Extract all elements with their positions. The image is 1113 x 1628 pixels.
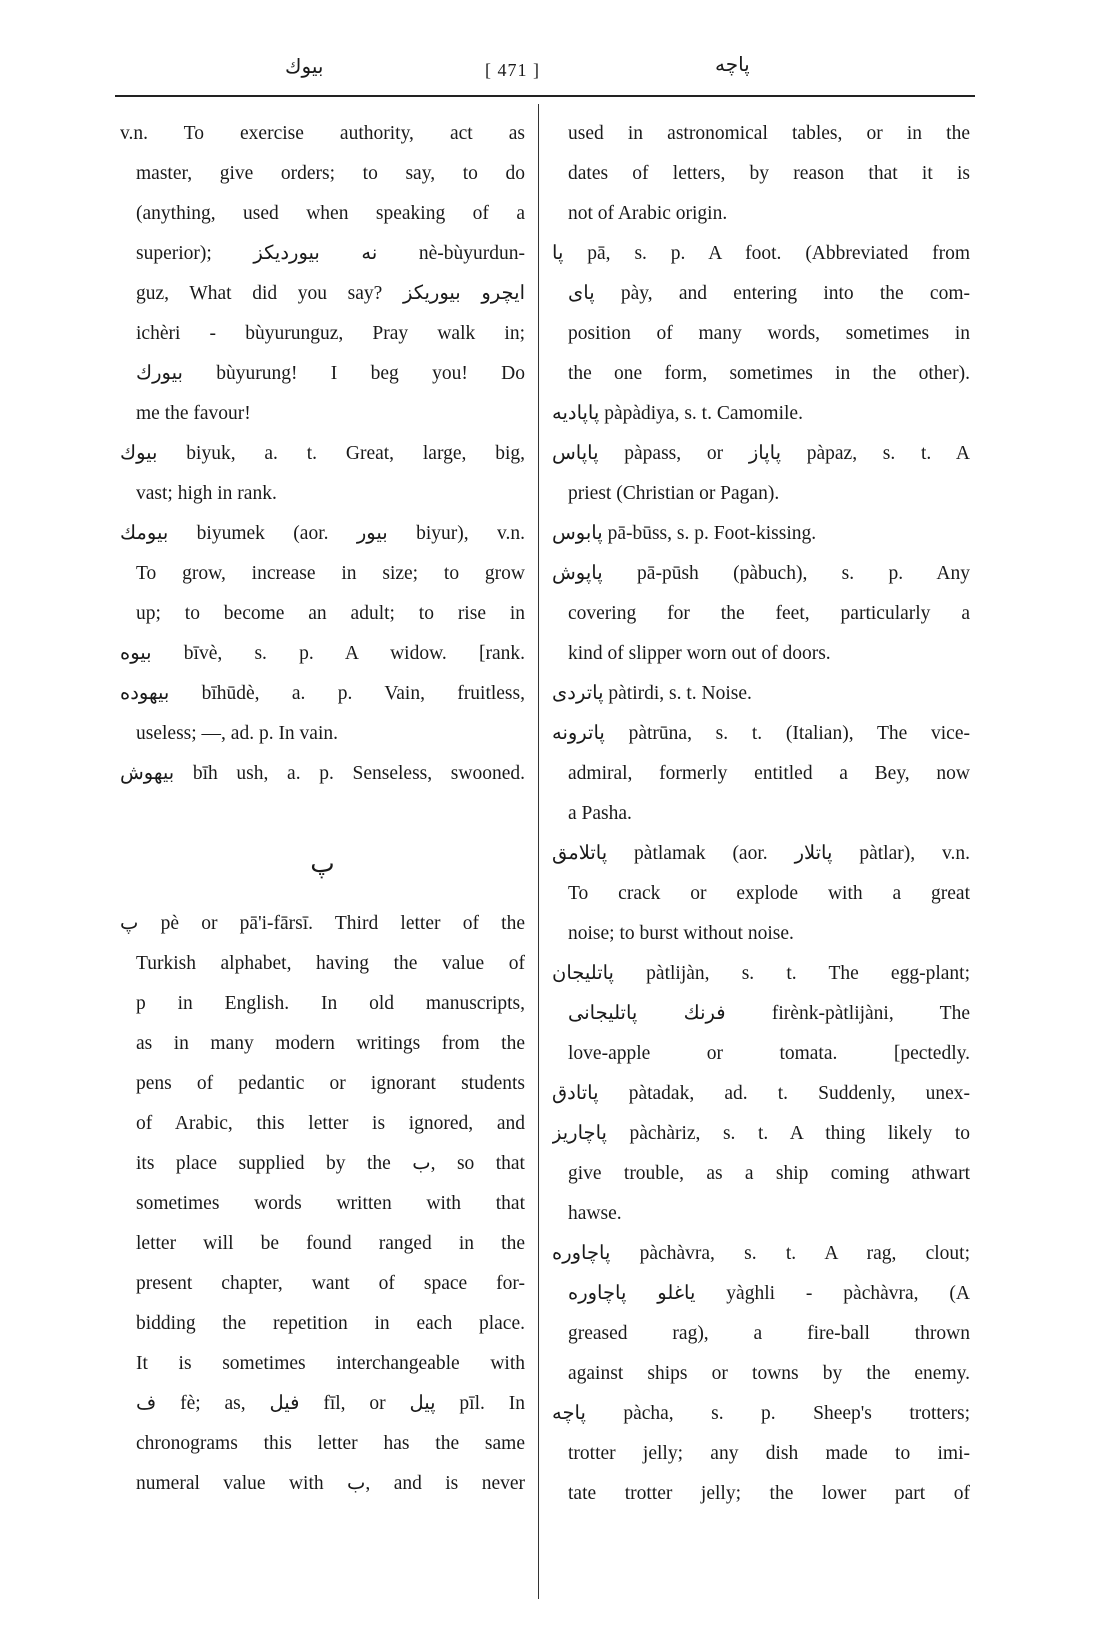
entry-line: پاچاوره pàchàvra, s. t. A rag, clout; bbox=[552, 1243, 970, 1264]
entry-line: give trouble, as a ship coming athwart bbox=[568, 1163, 970, 1184]
entry-line: useless; —, ad. p. In vain. bbox=[136, 723, 339, 744]
entry-line: یاغلو پاچاوره yàghli - pàchàvra, (A bbox=[568, 1283, 970, 1304]
header-right-word: پاچه bbox=[715, 52, 750, 76]
entry-line: of Arabic, this letter is ignored, and bbox=[136, 1113, 525, 1134]
entry-line: پاترونه pàtrūna, s. t. (Italian), The vice- bbox=[552, 723, 970, 744]
entry-line: its place supplied by the ب, so that bbox=[136, 1153, 525, 1174]
column-divider bbox=[538, 104, 539, 1599]
entry-line: پاتلیجان pàtlijàn, s. t. The egg-plant; bbox=[552, 963, 970, 984]
entry-line: فرنك پاتلیجانی firènk-pàtlijàni, The bbox=[568, 1003, 970, 1024]
right-column bbox=[552, 114, 970, 1514]
entry-line: بیورك bùyurung! I beg you! Do bbox=[136, 363, 525, 384]
entry-line: ichèri - bùyurunguz, Pray walk in; bbox=[136, 323, 525, 344]
entry-line: covering for the feet, particularly a bbox=[568, 603, 970, 624]
entry-line: v.n. To exercise authority, act as bbox=[120, 123, 525, 144]
entry-line: بیومك biyumek (aor. بیور biyur), v.n. bbox=[120, 523, 525, 544]
entry-line: To grow, increase in size; to grow bbox=[136, 563, 525, 584]
entry-line: بیوه bīvè, s. p. A widow. [rank. bbox=[120, 643, 525, 664]
entry-line: پابوس pā-būss, s. p. Foot-kissing. bbox=[552, 523, 817, 544]
entry-line: پاچه pàcha, s. p. Sheep's trotters; bbox=[552, 1403, 970, 1424]
entry-line: p in English. In old manuscripts, bbox=[136, 993, 525, 1014]
entry-line: position of many words, sometimes in bbox=[568, 323, 970, 344]
entry-line: noise; to burst without noise. bbox=[568, 923, 794, 944]
left-column bbox=[120, 114, 525, 1504]
entry-line: not of Arabic origin. bbox=[568, 203, 728, 224]
entry-line: greased rag), a fire-ball thrown bbox=[568, 1323, 970, 1344]
section-letter-heading: پ bbox=[310, 849, 335, 879]
entry-line: priest (Christian or Pagan). bbox=[568, 483, 780, 504]
header-rule bbox=[115, 95, 975, 97]
entry-line: پاتادق pàtadak, ad. t. Suddenly, unex- bbox=[552, 1083, 970, 1104]
entry-line: numeral value with ب, and is never bbox=[136, 1473, 525, 1494]
page-header bbox=[115, 52, 975, 96]
entry-line: بیهوش bīh ush, a. p. Senseless, swooned. bbox=[120, 763, 525, 784]
entry-line: master, give orders; to say, to do bbox=[136, 163, 525, 184]
entry-line: پاتردی pàtirdi, s. t. Noise. bbox=[552, 683, 752, 704]
page-number: [ 471 ] bbox=[485, 60, 540, 80]
entry-line: To crack or explode with a great bbox=[568, 883, 970, 904]
entry-line: bidding the repetition in each place. bbox=[136, 1313, 525, 1334]
entry-line: (anything, used when speaking of a bbox=[136, 203, 525, 224]
entry-line: پ pè or pā'i-fārsī. Third letter of the bbox=[120, 913, 525, 934]
entry-line: used in astronomical tables, or in the bbox=[568, 123, 970, 144]
entry-line: vast; high in rank. bbox=[136, 483, 277, 504]
entry-line: پاپوش pā-pūsh (pàbuch), s. p. Any bbox=[552, 563, 970, 584]
entry-line: against ships or towns by the enemy. bbox=[568, 1363, 970, 1384]
entry-line: me the favour! bbox=[136, 403, 251, 424]
entry-line: پا pā, s. p. A foot. (Abbreviated from bbox=[552, 243, 970, 264]
entry-line: a Pasha. bbox=[568, 803, 632, 824]
entry-line: hawse. bbox=[568, 1203, 622, 1224]
entry-line: پاپاس pàpass, or پاپاز pàpaz, s. t. A bbox=[552, 443, 970, 464]
entry-line: trotter jelly; any dish made to imi- bbox=[568, 1443, 970, 1464]
entry-line: ف fè; as, فیل fīl, or پیل pīl. In bbox=[136, 1393, 525, 1414]
entry-line: sometimes words written with that bbox=[136, 1193, 525, 1214]
entry-line: letter will be found ranged in the bbox=[136, 1233, 525, 1254]
entry-line: پای pày, and entering into the com- bbox=[568, 283, 970, 304]
entry-line: بیوك biyuk, a. t. Great, large, big, bbox=[120, 443, 525, 464]
entry-line: پاپادیه pàpàdiya, s. t. Camomile. bbox=[552, 403, 803, 424]
entry-line: dates of letters, by reason that it is bbox=[568, 163, 970, 184]
entry-line: پاتلامق pàtlamak (aor. پاتلار pàtlar), v.n. bbox=[552, 843, 970, 864]
entry-line: superior); نه بیوردیکز nè-bùyurdun- bbox=[136, 243, 525, 264]
entry-line: It is sometimes interchangeable with bbox=[136, 1353, 525, 1374]
entry-line: بیهوده bīhūdè, a. p. Vain, fruitless, bbox=[120, 683, 525, 704]
entry-line: chronograms this letter has the same bbox=[136, 1433, 525, 1454]
entry-line: guz, What did you say? ایچرو بیوریکز bbox=[136, 283, 525, 304]
entry-line: پاچاریز pàchàriz, s. t. A thing likely to bbox=[552, 1123, 970, 1144]
entry-line: present chapter, want of space for- bbox=[136, 1273, 525, 1294]
entry-line: the one form, sometimes in the other). bbox=[568, 363, 970, 384]
entry-line: admiral, formerly entitled a Bey, now bbox=[568, 763, 970, 784]
entry-line: up; to become an adult; to rise in bbox=[136, 603, 525, 624]
entry-line: tate trotter jelly; the lower part of bbox=[568, 1483, 970, 1504]
entry-line: love-apple or tomata. [pectedly. bbox=[568, 1043, 970, 1064]
entry-line: pens of pedantic or ignorant students bbox=[136, 1073, 525, 1094]
header-left-word: بیوك bbox=[285, 54, 324, 78]
entry-line: kind of slipper worn out of doors. bbox=[568, 643, 831, 664]
entry-line: as in many modern writings from the bbox=[136, 1033, 525, 1054]
entry-line: Turkish alphabet, having the value of bbox=[136, 953, 525, 974]
